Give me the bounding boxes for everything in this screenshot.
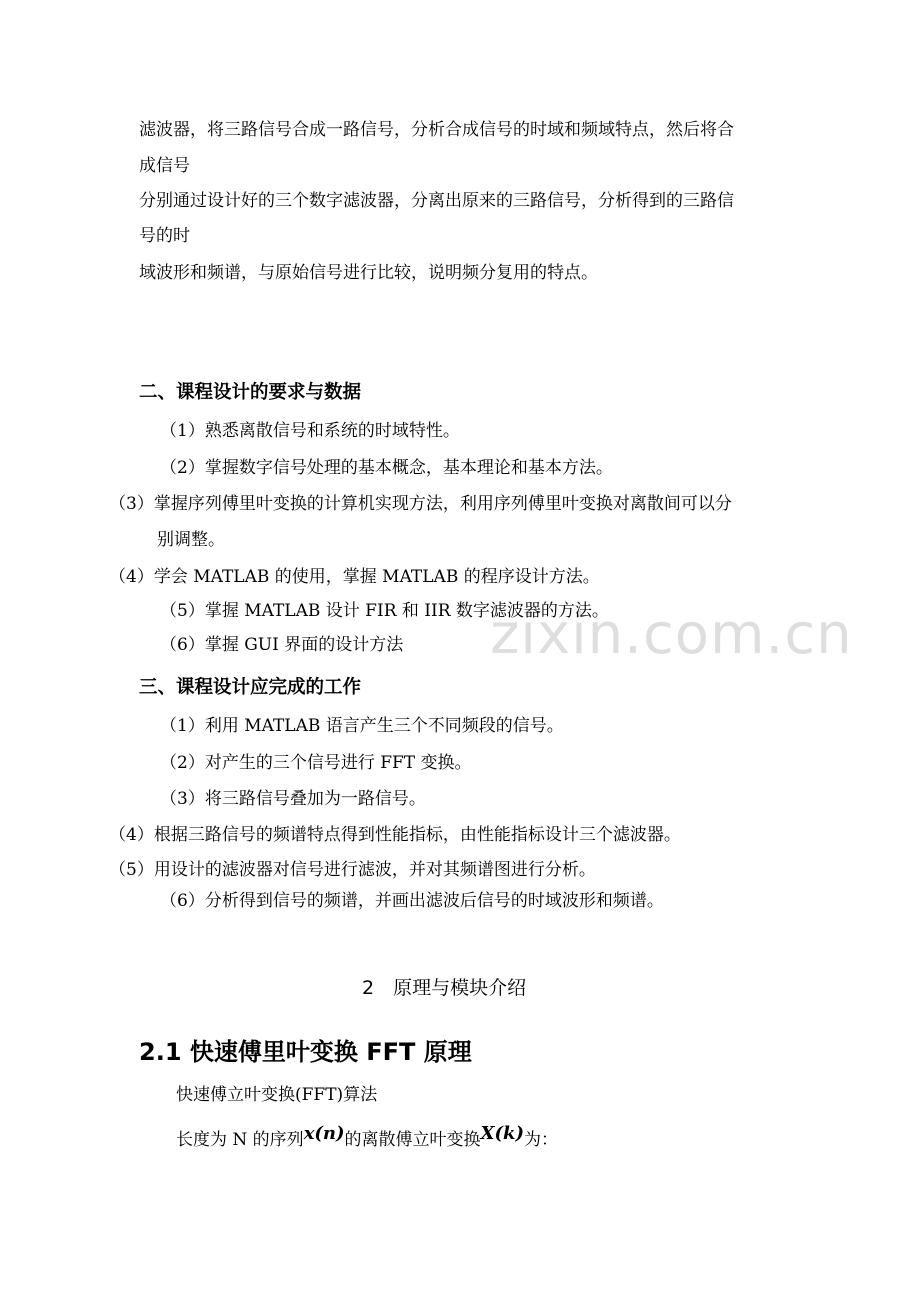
dft-text-part-a: 长度为 N 的序列 [176, 1130, 304, 1150]
watermark: zixin.com.cn [490, 602, 853, 667]
requirement-item: （4）学会 MATLAB 的使用，掌握 MATLAB 的程序设计方法。 [109, 567, 600, 587]
requirement-item: （1）熟悉离散信号和系统的时域特性。 [160, 421, 460, 441]
intro-line-1: 滤波器，将三路信号合成一路信号，分析合成信号的时域和频域特点，然后将合 [139, 120, 734, 140]
dft-formula: X(k) [480, 1123, 525, 1144]
subsection-title: 2.1 快速傅里叶变换 FFT 原理 [139, 1038, 472, 1066]
fft-algorithm-text: 快速傅立叶变换(FFT)算法 [176, 1085, 378, 1105]
requirement-item: （6）掌握 GUI 界面的设计方法 [160, 635, 404, 655]
section-heading-work: 三、课程设计应完成的工作 [139, 677, 362, 698]
work-item: （2）对产生的三个信号进行 FFT 变换。 [160, 753, 472, 773]
dft-text-part-b: 的离散傅立叶变换 [344, 1130, 481, 1150]
work-item: （1）利用 MATLAB 语言产生三个不同频段的信号。 [160, 716, 564, 736]
intro-line-5: 域波形和频谱，与原始信号进行比较，说明频分复用的特点。 [139, 263, 598, 283]
sequence-formula: x(n) [303, 1123, 345, 1144]
requirement-item: （2）掌握数字信号处理的基本概念，基本理论和基本方法。 [160, 458, 613, 478]
work-item: （4）根据三路信号的频谱特点得到性能指标，由性能指标设计三个滤波器。 [109, 825, 681, 845]
requirement-item: （3）掌握序列傅里叶变换的计算机实现方法，利用序列傅里叶变换对离散间可以分 [109, 494, 732, 514]
intro-line-3: 分别通过设计好的三个数字滤波器，分离出原来的三路信号，分析得到的三路信 [139, 191, 734, 211]
section-heading-requirements: 二、课程设计的要求与数据 [139, 382, 362, 403]
intro-line-2: 成信号 [139, 156, 190, 176]
work-item: （5）用设计的滤波器对信号进行滤波，并对其频谱图进行分析。 [109, 860, 596, 880]
requirement-item: 别调整。 [157, 530, 225, 550]
requirement-item: （5）掌握 MATLAB 设计 FIR 和 IIR 数字滤波器的方法。 [160, 601, 609, 621]
work-item: （6）分析得到信号的频谱，并画出滤波后信号的时域波形和频谱。 [160, 891, 664, 911]
dft-definition-text [176, 1123, 559, 1151]
chapter-title: 2 原理与模块介绍 [362, 977, 527, 999]
dft-text-part-c: 为： [524, 1130, 559, 1150]
work-item: （3）将三路信号叠加为一路信号。 [160, 789, 426, 809]
intro-line-4: 号的时 [139, 226, 190, 246]
